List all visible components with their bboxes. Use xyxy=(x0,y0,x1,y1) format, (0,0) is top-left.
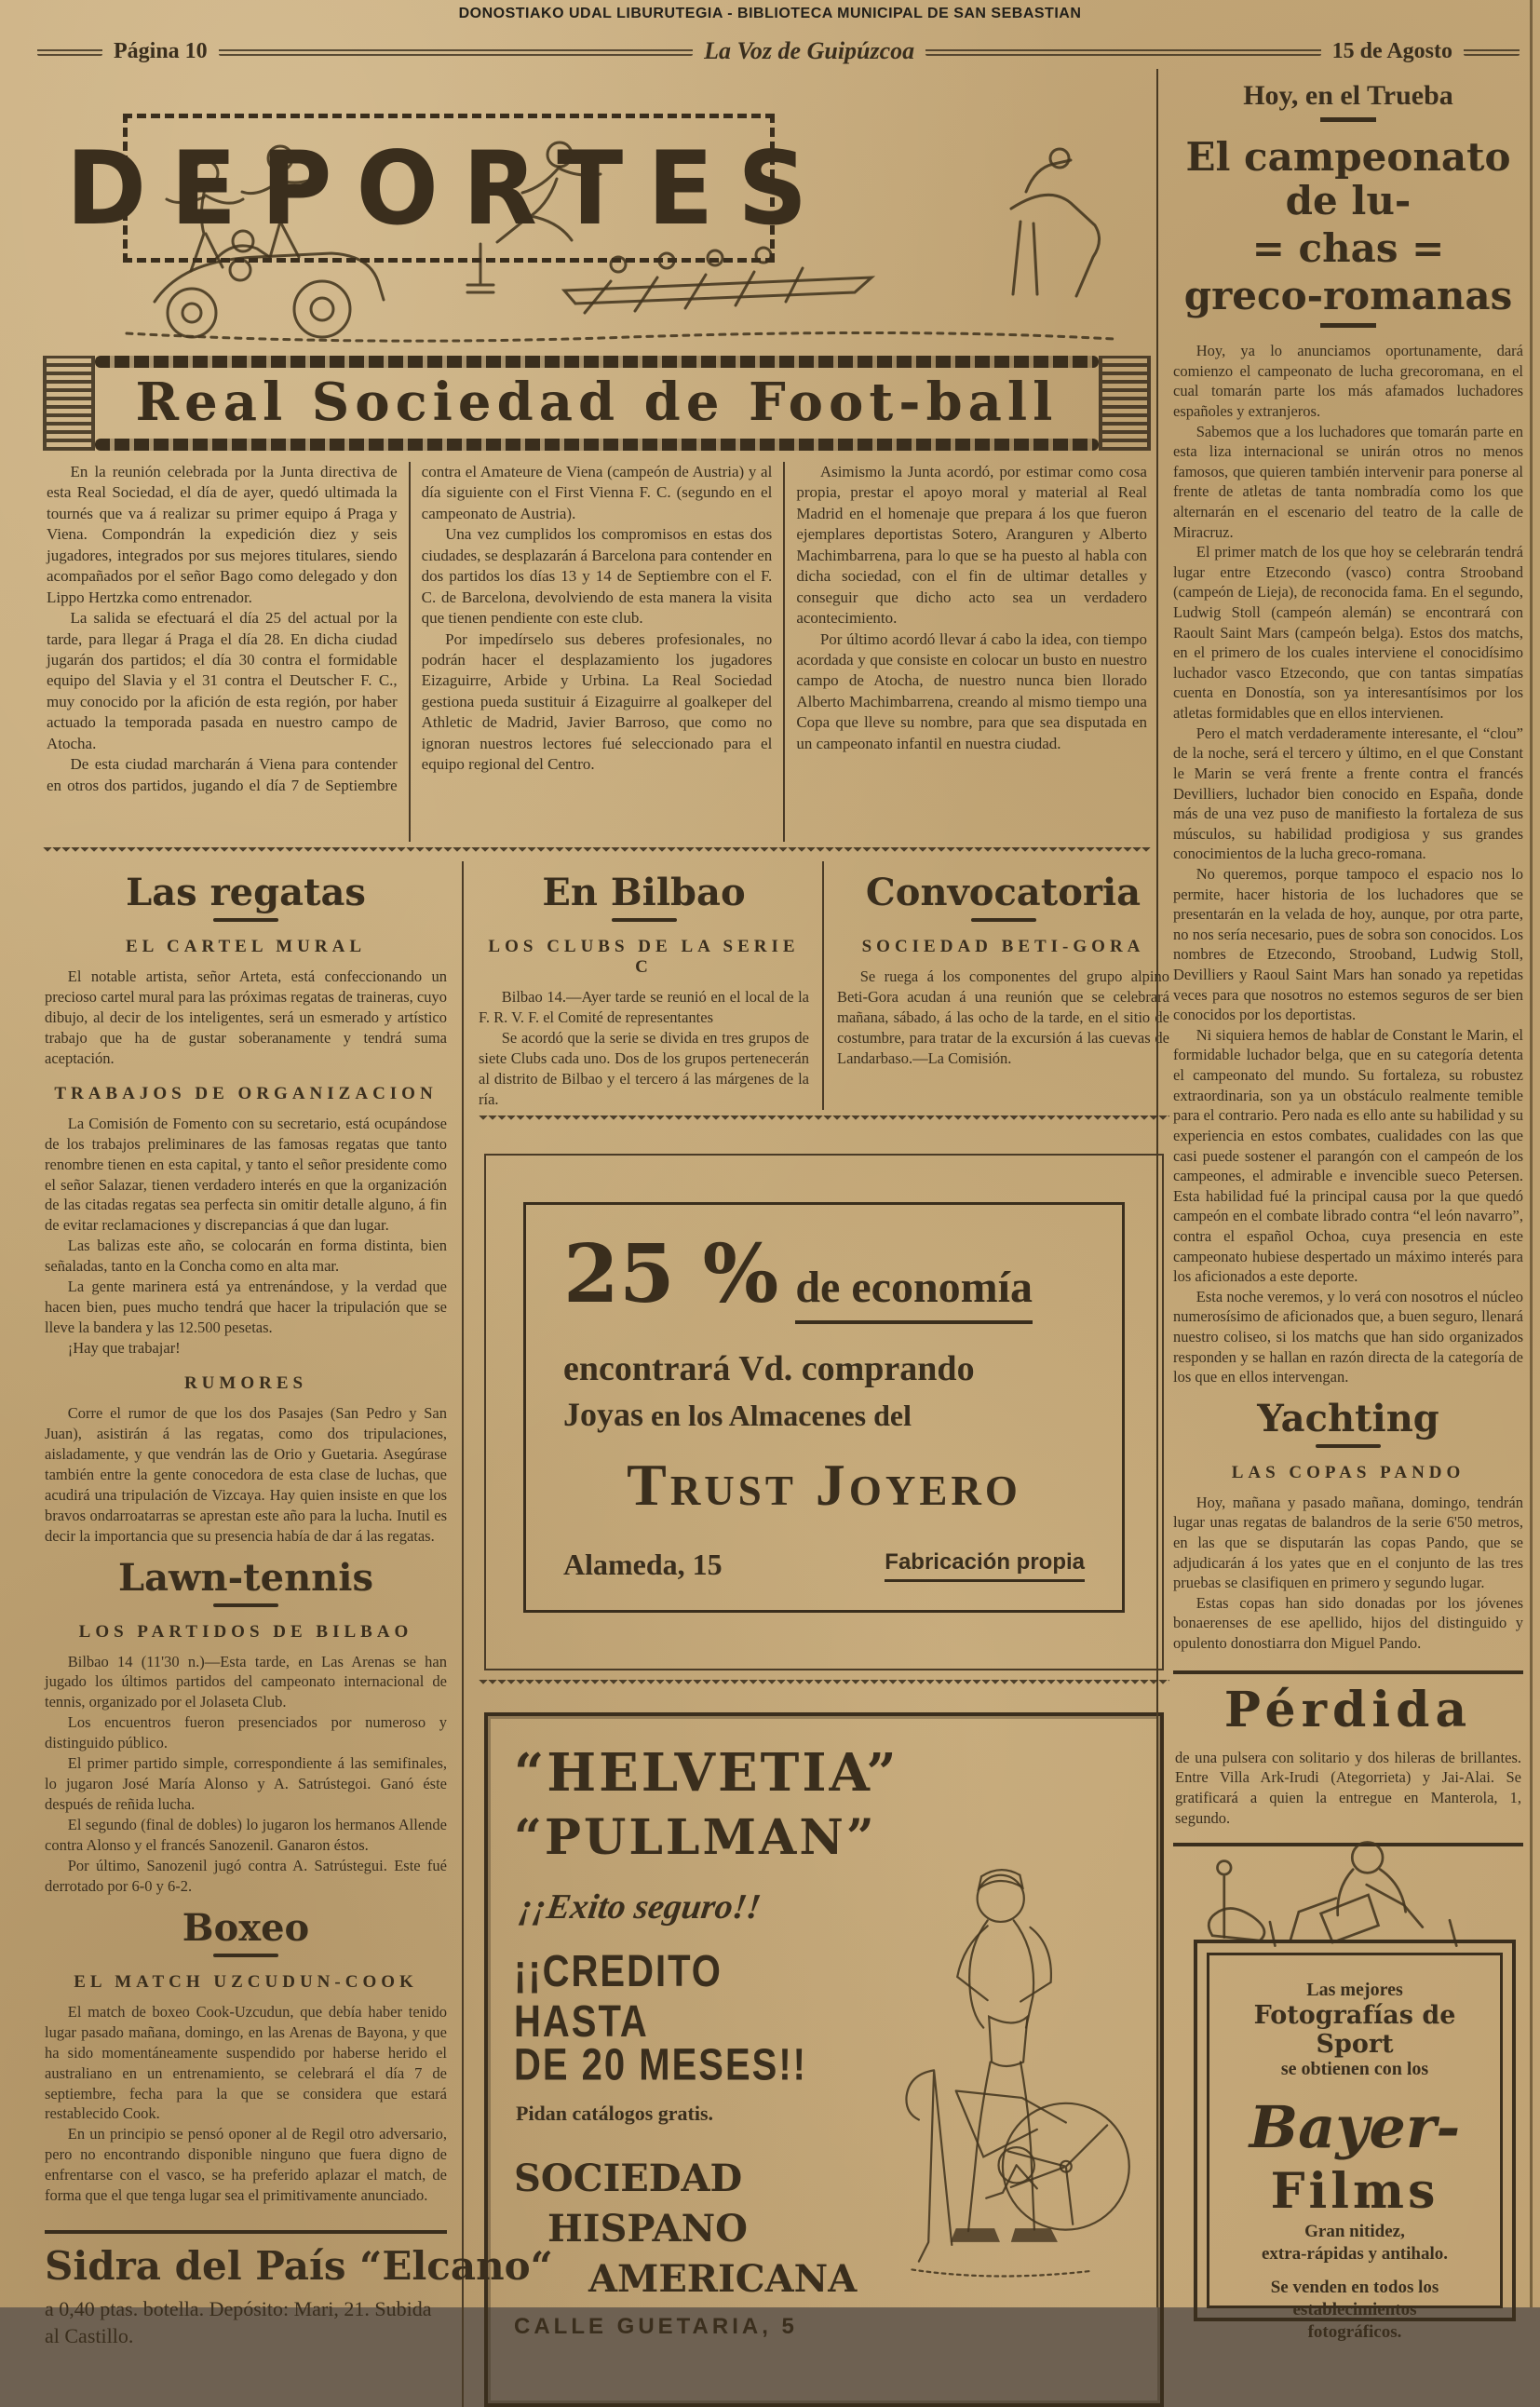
convocatoria-title: Convocatoria xyxy=(865,871,1141,914)
trust-percent: 25 % xyxy=(563,1226,779,1321)
bilbao-convocatoria-row xyxy=(479,861,1169,1110)
wavy-divider xyxy=(479,1680,1169,1688)
en-bilbao-section xyxy=(479,861,824,1110)
paragraph: El match de boxeo Cook-Uzcudun, que debía haber tenido lugar pasado mañana, domingo, en las Arenas de Bayona, y que ha sido momentáneamente suspendido por haberse herido el australiano en un entrenamiento, se celebrará el día 7 de septiembre, fecha para la que se considera que estará restablecido Cook. xyxy=(45,2002,447,2123)
helvetia-text-block xyxy=(514,1741,899,2385)
bayer-inner-border xyxy=(1207,1953,1503,2343)
real-sociedad-banner xyxy=(43,354,1151,453)
paragraph: De esta ciudad marcharán á Viena para contender en otros dos partidos, jugando el día 7 de Septiembre contra el Amateure de Viena (campeón de Austria) y al día siguiente con el First Vienna F. C. (segundo en el campeonato de Austria). xyxy=(47,463,773,794)
uzcudun-cook-subhead: EL MATCH UZCUDUN-COOK xyxy=(74,1971,418,1992)
paragraph: Estas copas han sido donadas por los jóvenes bonaerenses de ese apellido, hijos del distinguido y opulento donostiarra don Miguel Pando. xyxy=(1173,1593,1523,1653)
sidra-elcano-ad xyxy=(45,2230,553,2349)
section-dash xyxy=(971,918,1036,922)
helvetia-pullman-ad xyxy=(484,1712,1164,2407)
convocatoria-section xyxy=(824,861,1169,1110)
cyclist-svg xyxy=(853,1742,1141,2385)
paragraph: En un principio se pensó oponer al de Regil otro adversario, pero no encontrando disponible ninguno que fuera digno de enfrentarse con el vasco, se ha preferido aplazar el match, de forma que el que tenga lugar sea el primitivamente anunciado. xyxy=(45,2125,447,2205)
company-line2: HISPANO xyxy=(547,2206,748,2251)
paragraph: Los encuentros fueron presenciados por numeroso y distinguido público. xyxy=(45,1713,447,1752)
trust-address: Alameda, 15 xyxy=(563,1547,723,1581)
paragraph: Bilbao 14.—Ayer tarde se reunió en el local de la F. R. V. F. el Comité de representantes xyxy=(479,988,809,1026)
page-header xyxy=(37,37,1520,65)
copas-pando-subhead: LAS COPAS PANDO xyxy=(1231,1462,1466,1482)
paragraph: La Comisión de Fomento con su secretario, está ocupándose de los trabajos preliminares de las famosas regatas que tanto renombre tienen en esta capital, y tanto el señor presidente como el señor Salazar, tienen verdadero interés en que la organización de las citadas regatas sea perfecta sin omitir detalle alguno, á fin de evitar reclamaciones y discrepancias á que dan lugar. xyxy=(45,1114,447,1235)
paragraph: Por impedírselo sus deberes profesionales, no podrán hacer el desplazamiento los jugadores Eizaguirre, Arbide y Urbina. La Real Sociedad gestiona pueda sustituir á Eizaguirre al goalkeper del Athletic de Madrid, Javier Barroso, que como no ignoran nuestros lectores fué seleccionado para el equipo regional del Centro. xyxy=(421,629,773,774)
paragraph: Corre el rumor de que los dos Pasajes (San Pedro y San Juan), asistirán á las regatas, como dos tripulaciones, aisladamente, y que vendrán las de Orio y Guetaria. Asegúrase también entre la gente conocedora de esta clase de luchas, que acudirá una tripulación de Vizcaya. Hay quien insiste en que los bravos ondarroatarras se aprestan este año para la lucha. Inutil es decir la importancia que su presencia había de dar á las regatas. xyxy=(45,1403,447,1545)
lawn-tennis-text xyxy=(45,1652,447,1897)
trust-fabricacion: Fabricación propia xyxy=(885,1549,1085,1582)
luchas-headline-line1: El campeonato de lu- xyxy=(1185,134,1511,224)
films-brand: Films xyxy=(1270,2163,1439,2221)
lower-zone xyxy=(43,861,1169,2407)
paragraph: Pero el match verdaderamente interesante, el “clou” de la noche, será el tercero y último, en el que Constant le Marin se verá frente a frente contra el francés Devilliers, luchador bien conocido en España, donde más de una vez puso de manifiesto la fortaleza de sus músculos, su habilidad prodigiosa y sus grandes conocimientos de la lucha greco-romana. xyxy=(1173,723,1523,863)
organizacion-text xyxy=(45,1114,447,1359)
section-dash xyxy=(1316,1444,1381,1448)
cyclist-illustration xyxy=(853,1742,1141,2385)
luchas-article xyxy=(1173,341,1523,1387)
paragraph: Asimismo la Junta acordó, por estimar como cosa propia, prestar el apoyo moral y material al Real Madrid en el homenaje que prepara á los que fueron ejemplares deportistas Sotero, Aranguren y Alberto Machimbarrena, para lo que se ha puesto al habla con dicha sociedad, con el fin de ultimar detalles y conseguir que dicho acto sea un verdadero acontecimiento. xyxy=(796,463,1147,628)
bayer-outer-border xyxy=(1194,1940,1516,2343)
bayer-line2: Fotografías de Sport xyxy=(1253,2001,1456,2060)
header-rule xyxy=(1464,47,1520,56)
exito-seguro: ¡¡Exito seguro!! xyxy=(517,1886,763,1927)
paragraph: La gente marinera está ya entrenándose, y la verdad que hacen bien, pues mucho tendrá que hacer la tripulación que se lleve la bandera y las 12.500 pesetas. xyxy=(45,1278,447,1337)
partidos-bilbao-subhead: LOS PARTIDOS DE BILBAO xyxy=(78,1621,413,1642)
banner-ornament-top xyxy=(95,356,1099,368)
rumores-subhead: RUMORES xyxy=(183,1373,308,1393)
left-main xyxy=(43,69,1169,2347)
paragraph: Se acordó que la serie se divida en tres grupos de siete Clubs cada uno. Dos de los grupos pertenecerán al distrito de Bilbao y el tercero á las márgenes de la ría. xyxy=(479,1028,809,1108)
paragraph: No queremos, porque tampoco el espacio nos lo permite, hacer historia de los luchadores que se presentarán en la velada de hoy, aunque, por otra parte, no nos sería necesario, pues de sobra son conocidos. Los nombres de Etzecondo, Strooband, Ludwig Stoll, Devilliers y Raoul Saint Mars han sonado ya repetidas veces para que nosotros no estemos seguros de ser bien conocidos por los deportistas. xyxy=(1173,864,1523,1024)
paragraph: Por último, Sanozenil jugó contra A. Satrústegui. Este fué derrotado por 6-0 y 6-2. xyxy=(45,1856,447,1895)
bayer-line5: extra-rápidas y antihalo. xyxy=(1261,2244,1449,2265)
page-number: Página 10 xyxy=(114,38,208,63)
boxeo-title: Boxeo xyxy=(182,1905,310,1950)
lawn-tennis-title: Lawn-tennis xyxy=(118,1555,373,1600)
trust-line3: en los Almacenes del xyxy=(643,1398,912,1432)
en-bilbao-text xyxy=(479,987,809,1110)
bayer-brand-script: Bayer- xyxy=(1249,2093,1461,2162)
trust-joyero-box xyxy=(523,1202,1125,1613)
archive-banner: DONOSTIAKO UDAL LIBURUTEGIA - BIBLIOTECA MUNICIPAL DE SAN SEBASTIAN xyxy=(458,6,1082,21)
credito-line1: ¡¡CREDITO HASTA xyxy=(514,1946,723,2047)
trust-economia: de economía xyxy=(795,1262,1033,1324)
deportes-masthead xyxy=(43,69,1151,348)
pullman-brand: “PULLMAN” xyxy=(514,1808,877,1866)
paragraph: El notable artista, señor Arteta, está confeccionando un precioso cartel mural para las próximas regatas de traineras, cuyo dibujo, al decir de los inteligentes, será un esmerado y artístico trabajo que ha de gustar soberanamente y tendrá suma aceptación. xyxy=(45,967,447,1067)
perdida-notice xyxy=(1173,1670,1523,1846)
headline-dash xyxy=(1320,323,1376,328)
paragraph: Esta noche veremos, y lo verá con nosotros el núcleo numerosísimo de aficionados que, a buen seguro, llenará nuestro coliseo, si los matchs que han sido organizados responden y se hallan en razón directa de la categoría de los que en ellos intervengan. xyxy=(1173,1287,1523,1386)
paragraph: Bilbao 14 (11'30 n.)—Esta tarde, en Las Arenas se han jugado los últimos partidos del campeonato internacional de tennis, organizado por el Jolaseta Club. xyxy=(45,1652,447,1711)
section-dash xyxy=(213,918,278,922)
serie-c-subhead: LOS CLUBS DE LA SERIE C xyxy=(488,937,800,977)
paragraph: Se ruega á los componentes del grupo alpino Beti-Gora acudan á una reunión que se celebrará mañana, sábado, á las ocho de la tarde, en el sitio de costumbre, para tratar de la excursión á las cuevas de Landarbaso.—La Comisión. xyxy=(837,967,1169,1067)
convocatoria-text xyxy=(837,967,1169,1069)
deportes-title-box xyxy=(65,114,832,263)
wavy-divider xyxy=(479,1116,1169,1124)
cartel-mural-subhead: EL CARTEL MURAL xyxy=(125,937,367,956)
trust-line2: encontrará Vd. comprando xyxy=(563,1348,975,1388)
sidra-ad-body: a 0,40 ptas. botella. Depósito: Mari, 21. Subida al Castillo. xyxy=(45,2297,432,2347)
paragraph: En la reunión celebrada por la Junta directiva de esta Real Sociedad, el día de ayer, quedó ultimada la tournés que va á realizar su primer equipo á Praga y Viena. Compondrán la expedición diez y seis jugadores, integrados por sus mejores titulares, siendo acompañados por el señor Bago como delegado y don Lippo Hertzka como entrenador. xyxy=(47,463,398,606)
trust-joyero-ad xyxy=(484,1154,1164,1670)
section-dash xyxy=(213,1603,278,1607)
trueba-kicker: Hoy, en el Trueba xyxy=(1243,80,1453,111)
yachting-title: Yachting xyxy=(1257,1396,1439,1440)
header-rule xyxy=(37,47,102,56)
trust-joyero-name: Trust Joyero xyxy=(627,1451,1021,1518)
paragraph: La salida se efectuará el día 25 del actual por la tarde, para llegar á Praga el día 28. En dicha ciudad jugarán dos partidos; el día 30 contra el formidable equipo del Slavia y el 31 contra el Deutscher F. C., muy conocido por la afición de esta región, por haber actuado la temporada pasada en nuestro campo de Atocha. xyxy=(47,609,398,752)
paragraph: Ni siquiera hemos de hablar de Constant le Marin, el formidable luchador belga, que en su categoría detenta el campeonato del mundo. Su fortaleza, su robustez extraordinaria, son ya un obstáculo realmente temible para el contrario. Pero nada es ello ante su habilidad y su experiencia en estos combates, cualidades con las que casi puede sostener el parangón con el campeón de los campeones, el admirable e invencible sueco Petersen. Esta habilidad fué la principal causa por la que quedó campeón en el combate librado contra “el león navarro”, contra el español Ochoa, cuya presencia en este campeonato hubiese despertado un máximo interés para los aficionados a este deporte. xyxy=(1173,1025,1523,1286)
left-column xyxy=(43,861,553,2407)
right-sidebar xyxy=(1156,69,1527,2343)
bayer-line7: establecimientos xyxy=(1292,2300,1417,2320)
issue-date: 15 de Agosto xyxy=(1331,38,1452,63)
perdida-body: de una pulsera con solitario y dos hileras de brillantes. Entre Villa Ark-Irudi (Ategorrieta) y Jai-Alai. Se gratificará a quien la entregue en Manterola, 1, segundo. xyxy=(1175,1748,1521,1827)
bayer-line8: fotográficos. xyxy=(1307,2322,1402,2343)
catalogos-note: Pidan catálogos gratis. xyxy=(516,2101,714,2125)
header-rule xyxy=(219,47,693,56)
header-rule xyxy=(925,47,1321,56)
section-dash xyxy=(213,1954,278,1957)
paragraph: Las balizas este año, se colocarán en forma distinta, bien señaladas, tanto en la Concha como en alta mar. xyxy=(45,1237,447,1276)
company-line3: AMERICANA xyxy=(588,2256,858,2301)
cartel-mural-text xyxy=(45,967,447,1069)
kicker-dash xyxy=(1320,117,1376,122)
bayer-line3: se obtienen con los xyxy=(1280,2059,1429,2080)
wavy-divider xyxy=(43,847,1151,856)
bayer-line1: Las mejores xyxy=(1306,1980,1403,2001)
organizacion-subhead: TRABAJOS DE ORGANIZACION xyxy=(54,1083,438,1103)
company-line1: SOCIEDAD xyxy=(514,2156,743,2200)
luchas-headline-line2: = chas = xyxy=(1251,225,1445,272)
paragraph: Hoy, ya lo anunciamos oportunamente, dará comienzo el campeonato de lucha grecoromana, en el cual tomarán parte los más afamados luchadores españoles y extranjeros. xyxy=(1173,342,1523,420)
bayer-line4: Gran nitidez, xyxy=(1304,2222,1405,2242)
paragraph: ¡Hay que trabajar! xyxy=(67,1339,181,1357)
bayer-films-ad xyxy=(1194,1884,1516,2343)
rumores-text xyxy=(45,1403,447,1547)
perdida-title: Pérdida xyxy=(1223,1681,1473,1738)
guetaria-address: CALLE GUETARIA, 5 xyxy=(514,2313,798,2339)
helvetia-brand: “HELVETIA” xyxy=(514,1741,899,1804)
bayer-line6: Se venden en todos los xyxy=(1270,2278,1439,2298)
paragraph: El primer partido simple, correspondiente á las semifinales, lo jugaron José María Alonso y A. Satrústegoi. Ganó éste después de reñida lucha. xyxy=(45,1754,447,1814)
en-bilbao-title: En Bilbao xyxy=(542,871,746,914)
deportes-title: DEPORTES xyxy=(65,128,832,249)
newspaper-title: La Voz de Guipúzcoa xyxy=(704,37,915,64)
luchas-headline-line3: greco-romanas xyxy=(1183,273,1513,319)
paragraph: El primer match de los que hoy se celebrarán tendrá lugar entre Etzecondo (vasco) contra Strooband (campeón de Lieja), de reconocida fama. En el segundo, Ludwig Stoll (campeón alemán) se encontrará con Raoult Saint Mars (campeón belga). Estos dos matchs, en el primero de los cuales interviene el conocidísimo luchador vasco Etzecondo, que con tantas simpatías cuenta en Donostía, son ya interesantísimos por los atletas formidables que en ellos intervienen. xyxy=(1173,543,1523,723)
horse-sketch xyxy=(1011,149,1100,296)
middle-column xyxy=(464,861,1169,2407)
paragraph: Hoy, mañana y pasado mañana, domingo, tendrán lugar unas regatas de balandros de la serie 6'50 metros, en las que se disputarán las copas Pando, que se adjudicarán á los yates que en el conjunto de las tres pruebas se clasifiquen en primero y segundo lugar. xyxy=(1173,1493,1523,1592)
banner-ornament-bottom xyxy=(95,439,1099,451)
sidra-ad-title: Sidra del País “Elcano“ xyxy=(45,2243,553,2290)
main-content xyxy=(43,69,1527,2347)
credito-line2: DE 20 MESES!! xyxy=(514,2040,807,2089)
real-sociedad-article xyxy=(43,462,1151,842)
section-dash xyxy=(612,918,677,922)
regatas-title: Las regatas xyxy=(126,871,366,914)
beti-gora-subhead: SOCIEDAD BETI-GORA xyxy=(861,937,1145,956)
trust-joyas: Joyas xyxy=(563,1395,644,1433)
paragraph: Sabemos que a los luchadores que tomarán parte en esta liza internacional se unirán otros no menos famosos, que quieren también intervenir para ponerse al frente de atletas de tanta nombradía como los que alternarán en el escenario del teatro de la calle de Miracruz. xyxy=(1173,422,1523,541)
boxeo-text xyxy=(45,2002,447,2206)
banner-corner-ornament xyxy=(1099,356,1151,451)
real-sociedad-headline: Real Sociedad de Foot-ball xyxy=(135,372,1059,433)
paragraph: Una vez cumplidos los compromisos en estas dos ciudades, se desplazarán á Barcelona para contender en dos partidos los días 13 y 14 de Septiembre con el F. C. de Barcelona, devolviendo de esta manera la visita que tienen pendiente con este club. xyxy=(421,525,773,628)
paragraph: El segundo (final de dobles) lo jugaron los hermanos Allende contra Alonso y el francés Sanozenil. Ganaron éstos. xyxy=(45,1816,447,1854)
paragraph: Por último acordó llevar á cabo la idea, con tiempo acordada y que consiste en colocar un busto en nuestro campo de Atocha, de nuestro nunca bien llorado Alberto Machimbarrena, creando al mismo tiempo una Copa que lleve su nombre, para que sea disputada en un campeonato infantil en nuestra ciudad. xyxy=(796,629,1147,752)
banner-corner-ornament xyxy=(43,356,95,451)
yachting-text xyxy=(1173,1493,1523,1654)
